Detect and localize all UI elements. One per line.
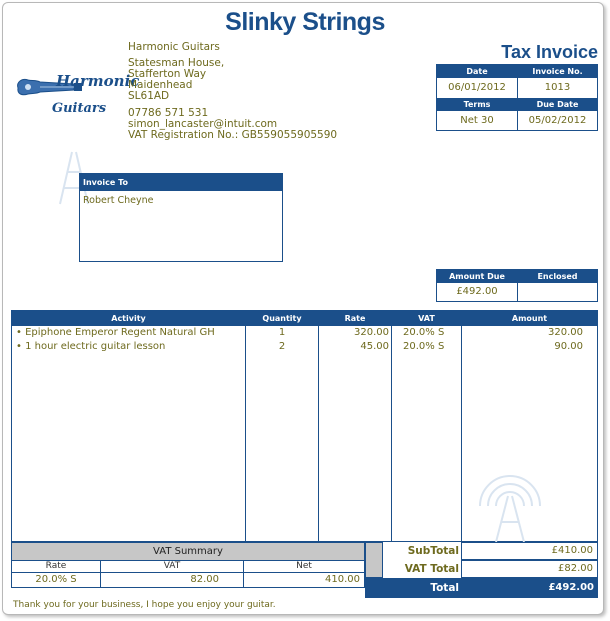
vat-total-row: [365, 560, 598, 578]
company-logo: [14, 66, 140, 122]
address-line-3: Maidenhead: [128, 79, 193, 91]
item-activity: Epiphone Emperor Regent Natural GH: [25, 327, 215, 338]
vat-summary-vat: 82.00: [190, 574, 219, 585]
due-date: 05/02/2012: [517, 111, 597, 131]
total-row: [365, 578, 598, 598]
vat-summary-net-column: [243, 561, 364, 587]
svg-text:Guitars: Guitars: [52, 101, 107, 116]
vat-summary-net: 410.00: [325, 574, 360, 585]
customer-name: Robert Cheyne: [83, 195, 154, 206]
activity-header: Activity: [111, 314, 146, 323]
item-amount: 320.00: [548, 327, 583, 338]
item-activity: 1 hour electric guitar lesson: [25, 341, 166, 352]
vat-summary-rate-header: Rate: [12, 561, 100, 573]
item-amount: 90.00: [554, 341, 583, 352]
vat-summary-vat-column: [100, 561, 243, 587]
item-rate: 45.00: [360, 341, 389, 352]
invoice-to-label: Invoice To: [80, 174, 282, 191]
amount-due-value: £492.00: [456, 286, 498, 297]
date-label: Date: [437, 65, 517, 78]
document-title: Tax Invoice: [501, 42, 598, 62]
table-row: • 1 hour electric guitar lesson: [16, 341, 166, 352]
enclosed-value: [517, 283, 597, 301]
invoice-to-box: [79, 173, 283, 262]
vat-summary-title: VAT Summary: [12, 543, 364, 561]
footer-message: Thank you for your business, I hope you enjoy your guitar.: [13, 600, 276, 610]
vat-total-value: £82.00: [461, 560, 598, 578]
invoice-number-label: Invoice No.: [517, 65, 597, 78]
amount-due-box: [436, 269, 598, 302]
subtotal-value: £410.00: [461, 542, 598, 560]
svg-text:Harmonic: Harmonic: [56, 72, 140, 90]
enclosed-label: Enclosed: [517, 270, 597, 283]
vat-summary-rate: 20.0% S: [35, 574, 77, 585]
amount-header: Amount: [511, 314, 548, 323]
vat-header: VAT: [418, 314, 435, 323]
company-phone: 07786 571 531: [128, 107, 209, 119]
invoice-meta-table: [436, 64, 598, 131]
item-quantity: 2: [278, 341, 286, 352]
item-quantity: 1: [278, 327, 286, 338]
rate-header: Rate: [344, 314, 366, 323]
table-row: • Epiphone Emperor Regent Natural GH: [16, 327, 215, 338]
vat-summary-vat-header: VAT: [101, 561, 243, 573]
company-display-name: Slinky Strings: [225, 8, 385, 36]
vat-summary-table: [11, 542, 365, 588]
subtotal-label: SubTotal: [407, 545, 459, 557]
total-value: £492.00: [548, 582, 594, 593]
item-vat: 20.0% S: [403, 327, 445, 338]
address-line-2: Stafferton Way: [128, 68, 207, 80]
amount-due-label: Amount Due: [437, 270, 517, 283]
invoice-number: 1013: [517, 78, 597, 98]
address-line-1: Statesman House,: [128, 57, 225, 69]
invoice-date: 06/01/2012: [448, 82, 506, 93]
address-line-4: SL61AD: [128, 90, 170, 102]
terms-label: Terms: [437, 98, 517, 111]
vat-total-label: VAT Total: [404, 563, 459, 575]
tower-watermark-icon: [462, 466, 558, 542]
vat-summary-net-header: Net: [244, 561, 364, 573]
quantity-column: [245, 311, 318, 541]
company-name: Harmonic Guitars: [128, 41, 220, 53]
due-date-label: Due Date: [517, 98, 597, 111]
total-label: Total: [430, 582, 459, 594]
guitar-logo-icon: [14, 66, 140, 122]
activity-column: [12, 311, 245, 541]
vat-summary-rate-column: [12, 561, 100, 587]
company-vat-registration: VAT Registration No.: GB559055905590: [128, 129, 338, 141]
subtotal-row: [365, 542, 598, 560]
quantity-header: Quantity: [262, 314, 302, 323]
item-rate: 320.00: [354, 327, 389, 338]
item-vat: 20.0% S: [403, 341, 445, 352]
payment-terms: Net 30: [460, 115, 494, 126]
vat-column: [391, 311, 461, 541]
company-email: simon_lancaster@intuit.com: [128, 118, 278, 130]
rate-column: [318, 311, 391, 541]
